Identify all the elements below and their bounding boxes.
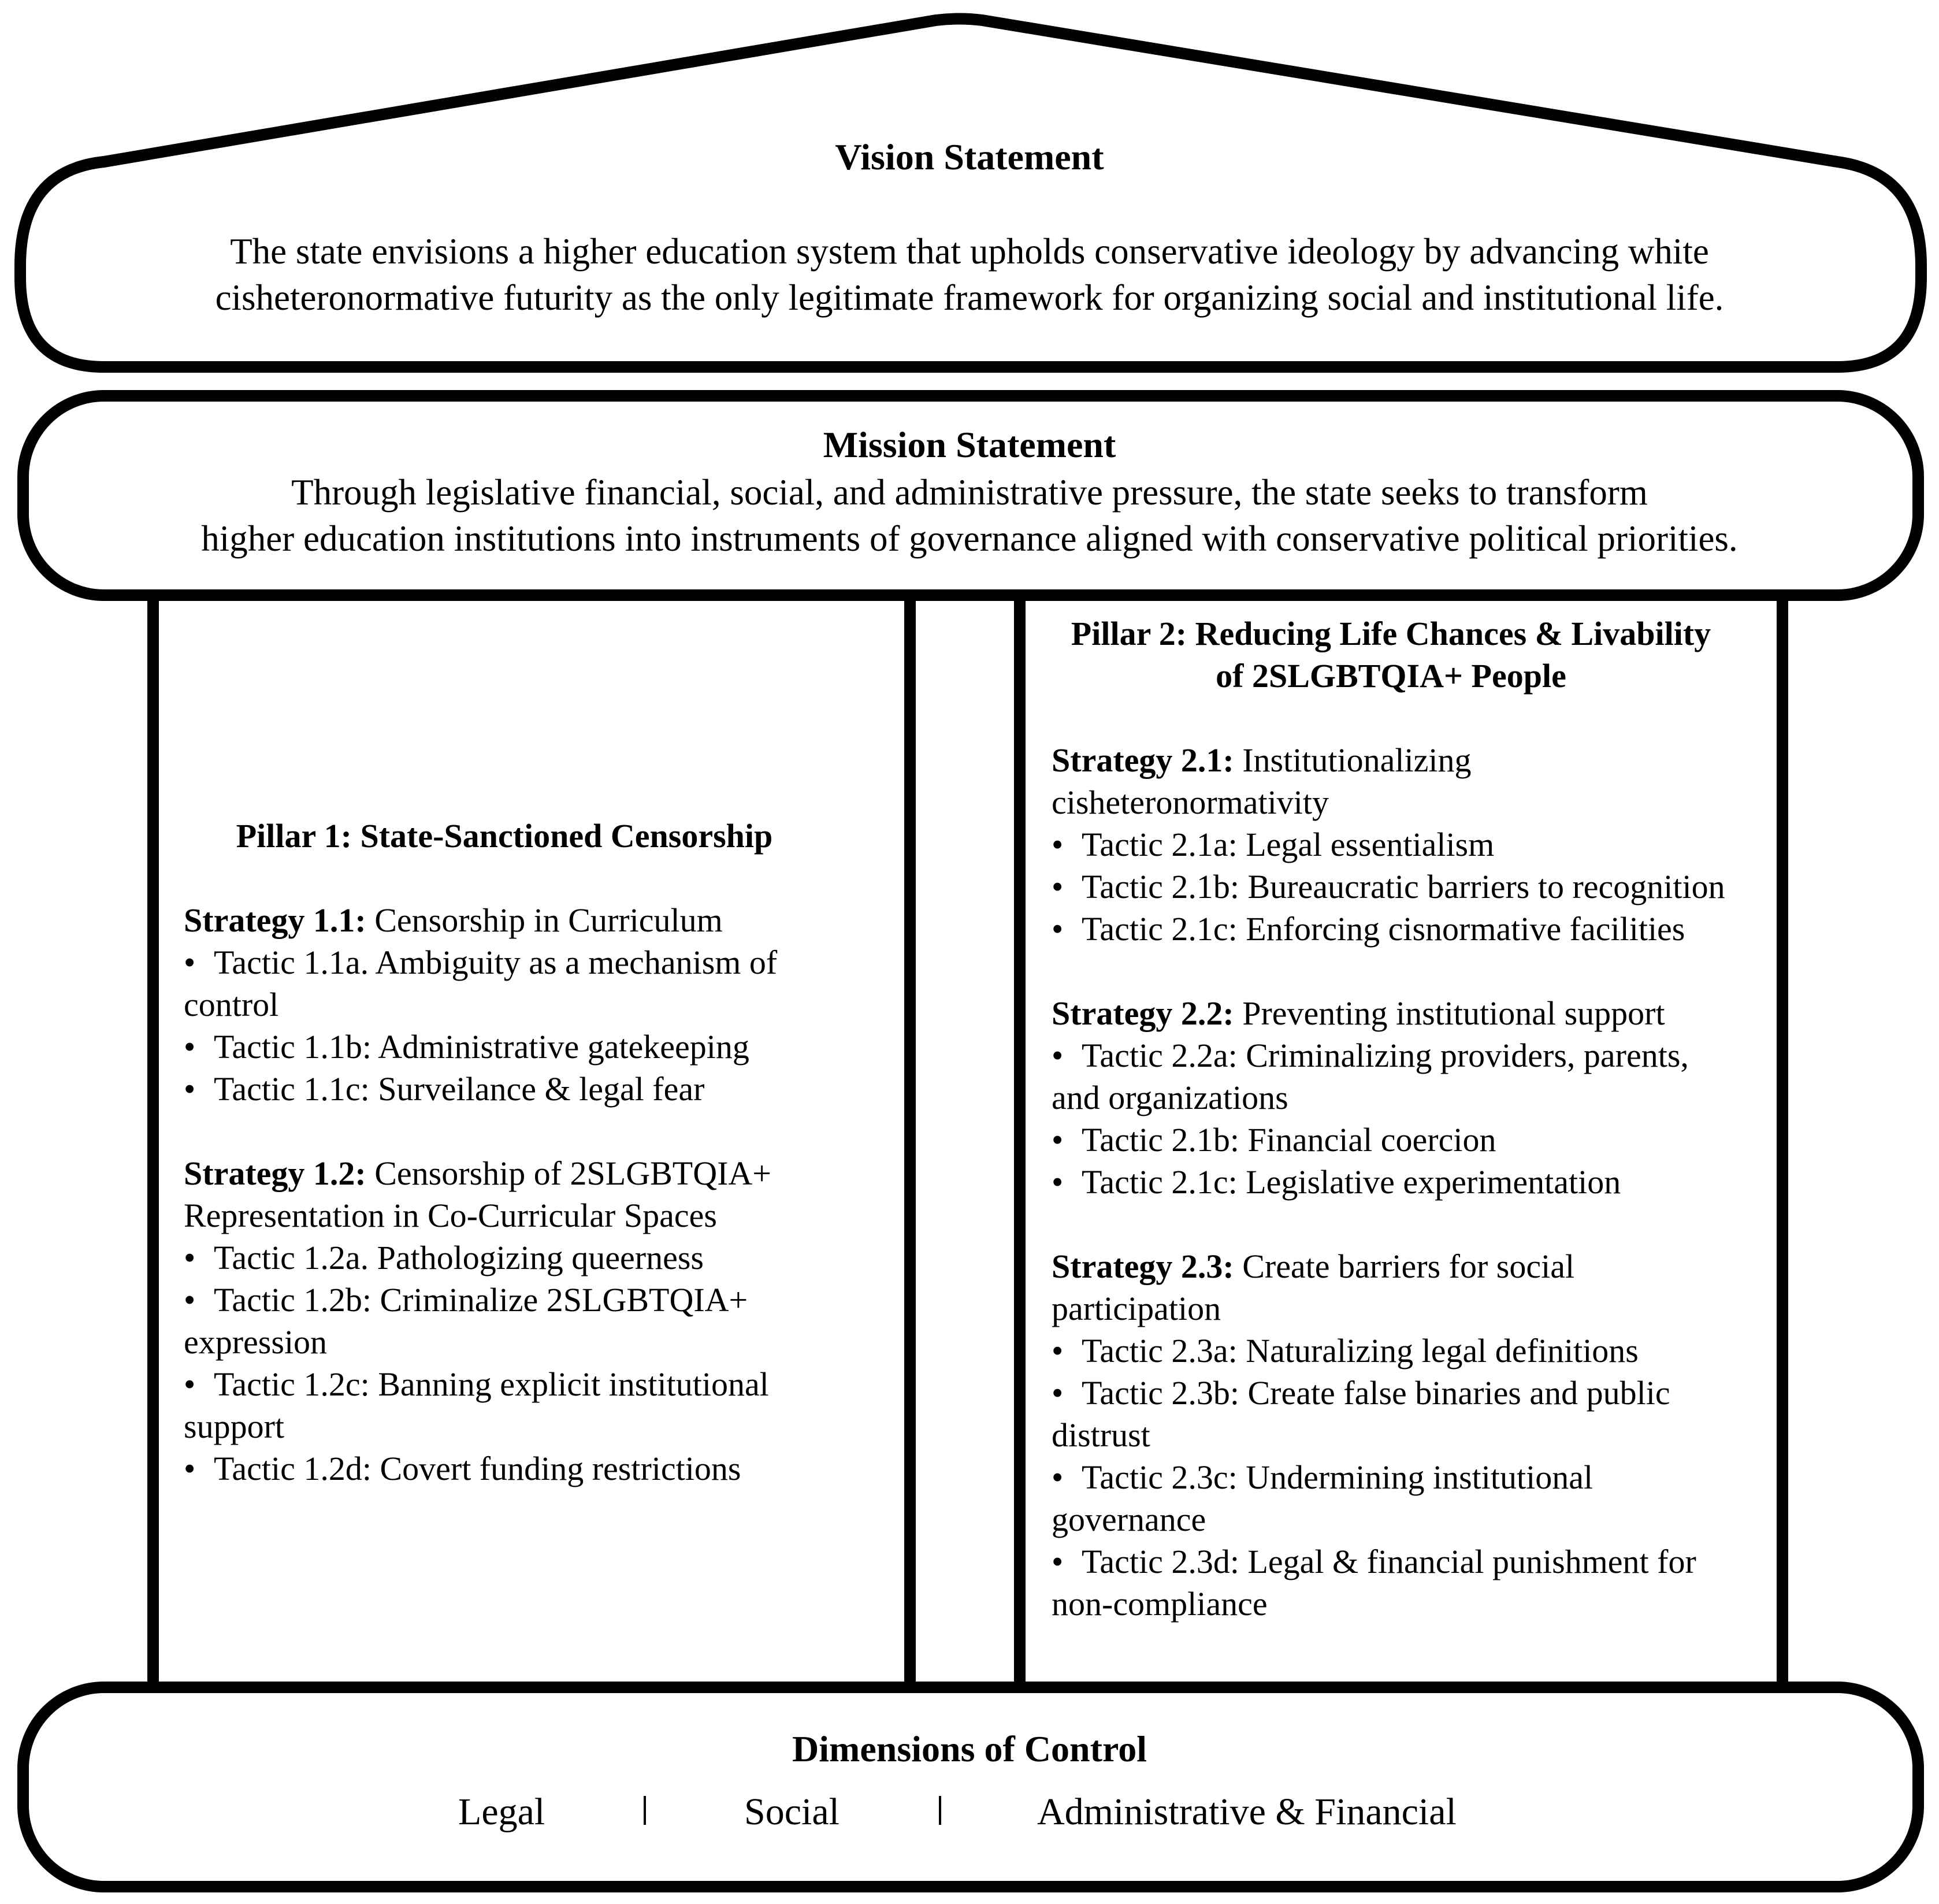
bullet-icon: • — [1052, 1163, 1064, 1201]
bullet-icon: • — [1052, 1037, 1064, 1074]
strategy-label: Strategy 1.2: — [184, 1155, 366, 1192]
dimension-administrative-financial: Administrative & Financial — [1037, 1791, 1457, 1833]
bullet-icon: • — [1052, 1458, 1064, 1496]
pillar-1 — [184, 815, 825, 1490]
tactic-item: • Tactic 2.1c: Legislative experimentation — [1052, 1161, 1730, 1203]
bullet-icon: • — [184, 1450, 196, 1487]
mission-line-2: higher education institutions into instruments of governance aligned with conservative political priorities. — [201, 518, 1738, 559]
vision-title: Vision Statement — [835, 136, 1104, 177]
dimension-legal: Legal — [458, 1791, 545, 1833]
bullet-icon: • — [1052, 868, 1064, 905]
tactic-item: • Tactic 1.2d: Covert funding restrictions — [184, 1448, 825, 1490]
bullet-icon: • — [1052, 826, 1064, 863]
bullet-icon: • — [184, 1365, 196, 1403]
strategy-1-2 — [184, 1152, 825, 1237]
strategy-label: Strategy 1.1: — [184, 901, 366, 939]
bullet-icon: • — [184, 1239, 196, 1276]
tactic-item: • Tactic 2.1b: Bureaucratic barriers to recognition — [1052, 866, 1730, 908]
bullet-icon: • — [1052, 1374, 1064, 1412]
dimension-social: Social — [744, 1791, 840, 1833]
strategy-label: Strategy 2.3: — [1052, 1248, 1234, 1285]
bullet-icon: • — [184, 1070, 196, 1108]
tactic-item: • Tactic 2.3a: Naturalizing legal definitions — [1052, 1330, 1730, 1372]
strategy-text: Create barriers for social participation — [1052, 1248, 1575, 1327]
tactic-item: • Tactic 1.1c: Surveilance & legal fear — [184, 1068, 825, 1110]
tactic-item: • Tactic 1.2c: Banning explicit institutional support — [184, 1363, 825, 1448]
bullet-icon: • — [184, 1281, 196, 1319]
strategy-text: Censorship of 2SLGBTQIA+ Representation in Co-Curricular Spaces — [184, 1155, 771, 1234]
tactic-item: • Tactic 1.2b: Criminalize 2SLGBTQIA+ expression — [184, 1279, 825, 1363]
bullet-icon: • — [184, 944, 196, 981]
tactic-item: • Tactic 1.1b: Administrative gatekeeping — [184, 1026, 825, 1068]
pillar-1-title: Pillar 1: State-Sanctioned Censorship — [236, 817, 773, 855]
bullet-icon: • — [1052, 1332, 1064, 1369]
tactic-item: • Tactic 2.3d: Legal & financial punishment for non-compliance — [1052, 1541, 1730, 1625]
bullet-icon: • — [1052, 1121, 1064, 1159]
foundation-band — [23, 1687, 1918, 1887]
strategy-1-1 — [184, 899, 825, 941]
pillar-2-title: Pillar 2: Reducing Life Chances & Livability of 2SLGBTQIA+ People — [1071, 615, 1711, 695]
vision-line-1: The state envisions a higher education system that upholds conservative ideology by advancing white — [230, 231, 1709, 272]
mission-title: Mission Statement — [823, 424, 1116, 465]
tactic-item: • Tactic 2.1a: Legal essentialism — [1052, 823, 1730, 866]
bullet-icon: • — [184, 1028, 196, 1066]
strategy-text: Preventing institutional support — [1242, 994, 1665, 1032]
bullet-icon: • — [1052, 910, 1064, 948]
dimension-separator — [939, 1796, 941, 1825]
strategy-label: Strategy 2.2: — [1052, 994, 1234, 1032]
vision-line-2: cisheteronormative futurity as the only legitimate framework for organizing social and institutional life. — [215, 277, 1724, 318]
dimensions-title: Dimensions of Control — [792, 1728, 1147, 1769]
dimension-separator — [644, 1796, 646, 1825]
pillar-2 — [1052, 613, 1730, 1625]
strategy-2-2 — [1052, 992, 1730, 1034]
strategy-text: Institutionalizing cisheteronormativity — [1052, 741, 1472, 821]
strategy-label: Strategy 2.1: — [1052, 741, 1234, 779]
strategy-text: Censorship in Curriculum — [374, 901, 723, 939]
tactic-item: • Tactic 2.1b: Financial coercion — [1052, 1119, 1730, 1161]
dimensions-list — [0, 1790, 1939, 1842]
strategy-2-3 — [1052, 1245, 1730, 1330]
strategy-2-1 — [1052, 739, 1730, 823]
tactic-item: • Tactic 1.1a. Ambiguity as a mechanism of control — [184, 941, 825, 1026]
bullet-icon: • — [1052, 1543, 1064, 1580]
tactic-item: • Tactic 2.1c: Enforcing cisnormative facilities — [1052, 908, 1730, 950]
tactic-item: • Tactic 1.2a. Pathologizing queerness — [184, 1237, 825, 1279]
tactic-item: • Tactic 2.2a: Criminalizing providers, parents, and organizations — [1052, 1034, 1730, 1119]
tactic-item: • Tactic 2.3c: Undermining institutional governance — [1052, 1456, 1730, 1541]
tactic-item: • Tactic 2.3b: Create false binaries and public distrust — [1052, 1372, 1730, 1456]
mission-line-1: Through legislative financial, social, and administrative pressure, the state seeks to transform — [291, 472, 1648, 513]
